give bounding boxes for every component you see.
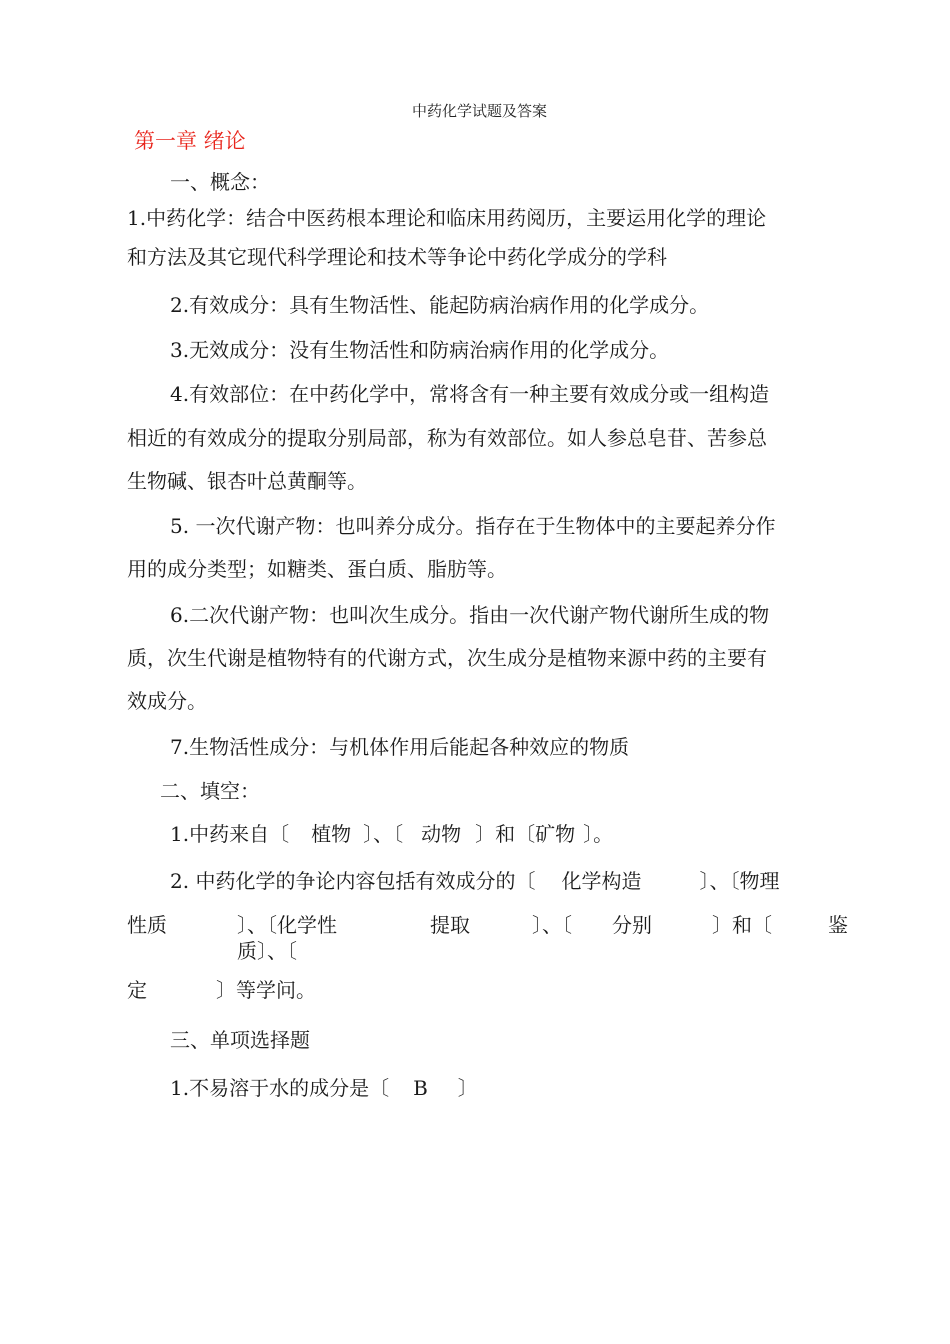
p6-line3: 效成分。	[127, 689, 207, 713]
p2: 2.有效成分：具有生物活性、能起防病治病作用的化学成分。	[170, 293, 710, 317]
fill-q2-sep5: 〕等学问。	[216, 978, 316, 1002]
p5-line1: 5. 一次代谢产物：也叫养分成分。指存在于生物体中的主要起养分作	[170, 514, 776, 538]
fill-q1-prefix: 1.中药来自〔	[170, 822, 290, 846]
p7: 7.生物活性成分：与机体作用后能起各种效应的物质	[170, 735, 630, 759]
fill-q2-sep2: 〕、〔化学性	[237, 913, 337, 937]
p4-line2: 相近的有效成分的提取分别局部，称为有效部位。如人参总皂苷、苦参总	[127, 426, 767, 450]
fill-q1-answer2: 动物	[421, 822, 462, 846]
section-fill-blank: 二、填空：	[160, 779, 260, 803]
section-concepts: 一、概念：	[170, 170, 270, 194]
fill-q1	[170, 820, 613, 848]
mc-q1-prefix: 1.不易溶于水的成分是〔	[170, 1076, 390, 1100]
fill-q2-answer5: 鉴	[828, 913, 848, 937]
p5-line2: 用的成分类型；如糖类、蛋白质、脂肪等。	[127, 557, 507, 581]
p6-line1: 6.二次代谢产物：也叫次生成分。指由一次代谢产物代谢所生成的物	[170, 603, 770, 627]
fill-q2-sep4: 〕和〔	[712, 913, 772, 937]
doc-title: 中药化学试题及答案	[412, 102, 548, 120]
mc-q1	[170, 1074, 478, 1102]
p4-line3: 生物碱、银杏叶总黄酮等。	[127, 469, 367, 493]
fill-q2-line3-start: 定	[127, 978, 147, 1002]
p1-line2: 和方法及其它现代科学理论和技术等争论中药化学成分的学科	[127, 245, 667, 269]
fill-q2-sep1: 〕、〔物理	[699, 869, 780, 893]
p6-line2: 质，次生代谢是植物特有的代谢方式，次生成分是植物来源中药的主要有	[127, 646, 767, 670]
p3: 3.无效成分：没有生物活性和防病治病作用的化学成分。	[170, 338, 670, 362]
chapter-heading: 第一章 绪论	[134, 129, 246, 153]
fill-q2-prefix: 2. 中药化学的争论内容包括有效成分的〔	[170, 869, 536, 893]
fill-q1-sep1: 〕、〔	[363, 822, 404, 846]
fill-q2-answer4: 分别	[612, 913, 652, 937]
p4-line1: 4.有效部位：在中药化学中，常将含有一种主要有效成分或一组构造	[170, 382, 770, 406]
fill-q2-sep3: 〕、〔	[532, 913, 572, 937]
fill-q1-answer3: 矿物	[535, 822, 576, 846]
fill-q2-line1	[170, 867, 779, 895]
mc-q1-suffix: 〕	[457, 1076, 478, 1100]
section-single-choice: 三、单项选择题	[170, 1028, 310, 1052]
fill-q1-sep2: 〕和〔	[475, 822, 536, 846]
fill-q1-sep3: 〕。	[583, 822, 614, 846]
fill-q2-answer1: 化学构造	[561, 869, 642, 893]
mc-q1-answer: B	[413, 1076, 428, 1100]
fill-q2-line2b: 质〕、〔	[237, 939, 297, 963]
p1-line1: 1.中药化学：结合中医药根本理论和临床用药阅历，主要运用化学的理论	[127, 206, 767, 230]
fill-q1-answer1: 植物	[311, 822, 352, 846]
fill-q2-line2-start: 性质	[127, 913, 167, 937]
fill-q2-answer3: 提取	[430, 913, 470, 937]
